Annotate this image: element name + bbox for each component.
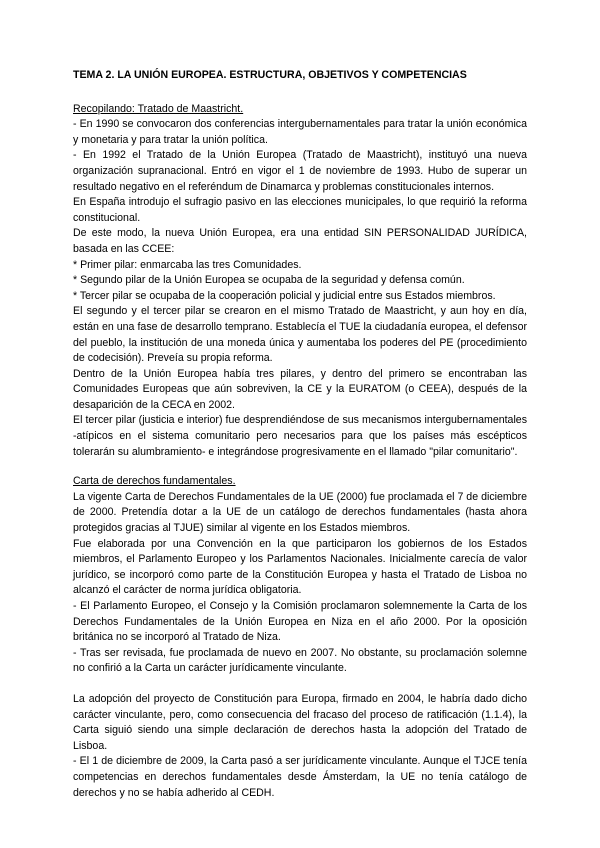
list-item: * Tercer pilar se ocupaba de la cooperación policial y judicial entre sus Estados miembros.	[73, 289, 496, 302]
list-item: * Segundo pilar de la Unión Europea se ocupaba de la seguridad y defensa común.	[73, 274, 465, 287]
paragraph: La adopción del proyecto de Constitución para Europa, firmado en 2004, le habría dado dicho carácter vinculante, pero, como consecuencia del fracaso del proceso de ratificación (1.1.4), la Carta siguió siendo una simple declaración de derechos hasta la adopción del Tratado de Lisboa.	[73, 692, 527, 752]
paragraph: - El 1 de diciembre de 2009, la Carta pasó a ser jurídicamente vinculante. Aunque el TJCE tenía competencias en derechos fundamentales desde Ámsterdam, la UE no tenía catálogo de derechos y no se había adherido al CEDH.	[73, 755, 527, 799]
document-title: TEMA 2. LA UNIÓN EUROPEA. ESTRUCTURA, OBJETIVOS Y COMPETENCIAS	[73, 69, 467, 81]
spacer	[73, 677, 527, 692]
paragraph: - En 1990 se convocaron dos conferencias intergubernamentales para tratar la unión económica y monetaria y para tratar la unión política.	[73, 118, 527, 146]
paragraph: La vigente Carta de Derechos Fundamentales de la UE (2000) fue proclamada el 7 de diciembre de 2000. Pretendía dotar a la UE de un catálogo de derechos fundamentales (hasta ahora protegidos gracias al TJUE) similar al vigente en los Estados miembros.	[73, 490, 527, 535]
paragraph: Dentro de la Unión Europea había tres pilares, y dentro del primero se encontraban las Comunidades Europeas que aún sobreviven, la CE y la EURATOM (o CEEA), después de la desaparición de la CECA en 2002.	[73, 367, 527, 411]
section-heading-maastricht: Recopilando: Tratado de Maastricht.	[73, 102, 244, 115]
paragraph: El segundo y el tercer pilar se crearon en el mismo Tratado de Maastricht, y aun hoy en día, están en una fase de desarrollo temprano. Establecía el TUE la ciudadanía europea, el defensor del pueblo, la institución de una moneda única y aumentaba los poderes del PE (procedimiento de codecisión). Preveía su propia reforma.	[73, 305, 527, 365]
paragraph: - En 1992 el Tratado de la Unión Europea (Tratado de Maastricht), instituyó una nueva organización supranacional. Entró en vigor el 1 de noviembre de 1993. Hubo de superar un resultado negativo en el referéndum de Dinamarca y problemas constitucionales internos.	[73, 149, 527, 193]
document-page	[73, 68, 527, 801]
section-carta	[73, 474, 527, 801]
paragraph: - El Parlamento Europeo, el Consejo y la Comisión proclamaron solemnemente la Carta de los Derechos Fundamentales de la Unión Europea en Niza en el año 2000. Por la oposición británica no se incorporó al Tratado de Niza.	[73, 600, 527, 644]
paragraph: De este modo, la nueva Unión Europea, era una entidad SIN PERSONALIDAD JURÍDICA, basada en las CCEE:	[73, 227, 527, 255]
paragraph: Fue elaborada por una Convención en la que participaron los gobiernos de los Estados miembros, el Parlamento Europeo y los Parlamentos Nacionales. Inicialmente carecía de valor jurídico, se incorporó como parte de la Constitución Europea y hasta el Tratado de Lisboa no alcanzó el carácter de norma jurídica obligatoria.	[73, 537, 527, 597]
section-maastricht	[73, 102, 527, 461]
paragraph: En España introdujo el sufragio pasivo en las elecciones municipales, lo que requirió la reforma constitucional.	[73, 196, 527, 224]
list-item: * Primer pilar: enmarcaba las tres Comunidades.	[73, 258, 302, 271]
paragraph: - Tras ser revisada, fue proclamada de nuevo en 2007. No obstante, su proclamación solemne no confirió a la Carta un carácter jurídicamente vinculante.	[73, 646, 527, 675]
spacer	[73, 460, 527, 474]
section-heading-carta: Carta de derechos fundamentales.	[73, 475, 236, 488]
paragraph: El tercer pilar (justicia e interior) fue desprendiéndose de sus mecanismos intergubernamentales -atípicos en el sistema comunitario pero necesarios para que los países más escépticos tolerarán su alumbramiento- e integrándose progresivamente en el llamado "pilar comunitario".	[73, 414, 527, 458]
